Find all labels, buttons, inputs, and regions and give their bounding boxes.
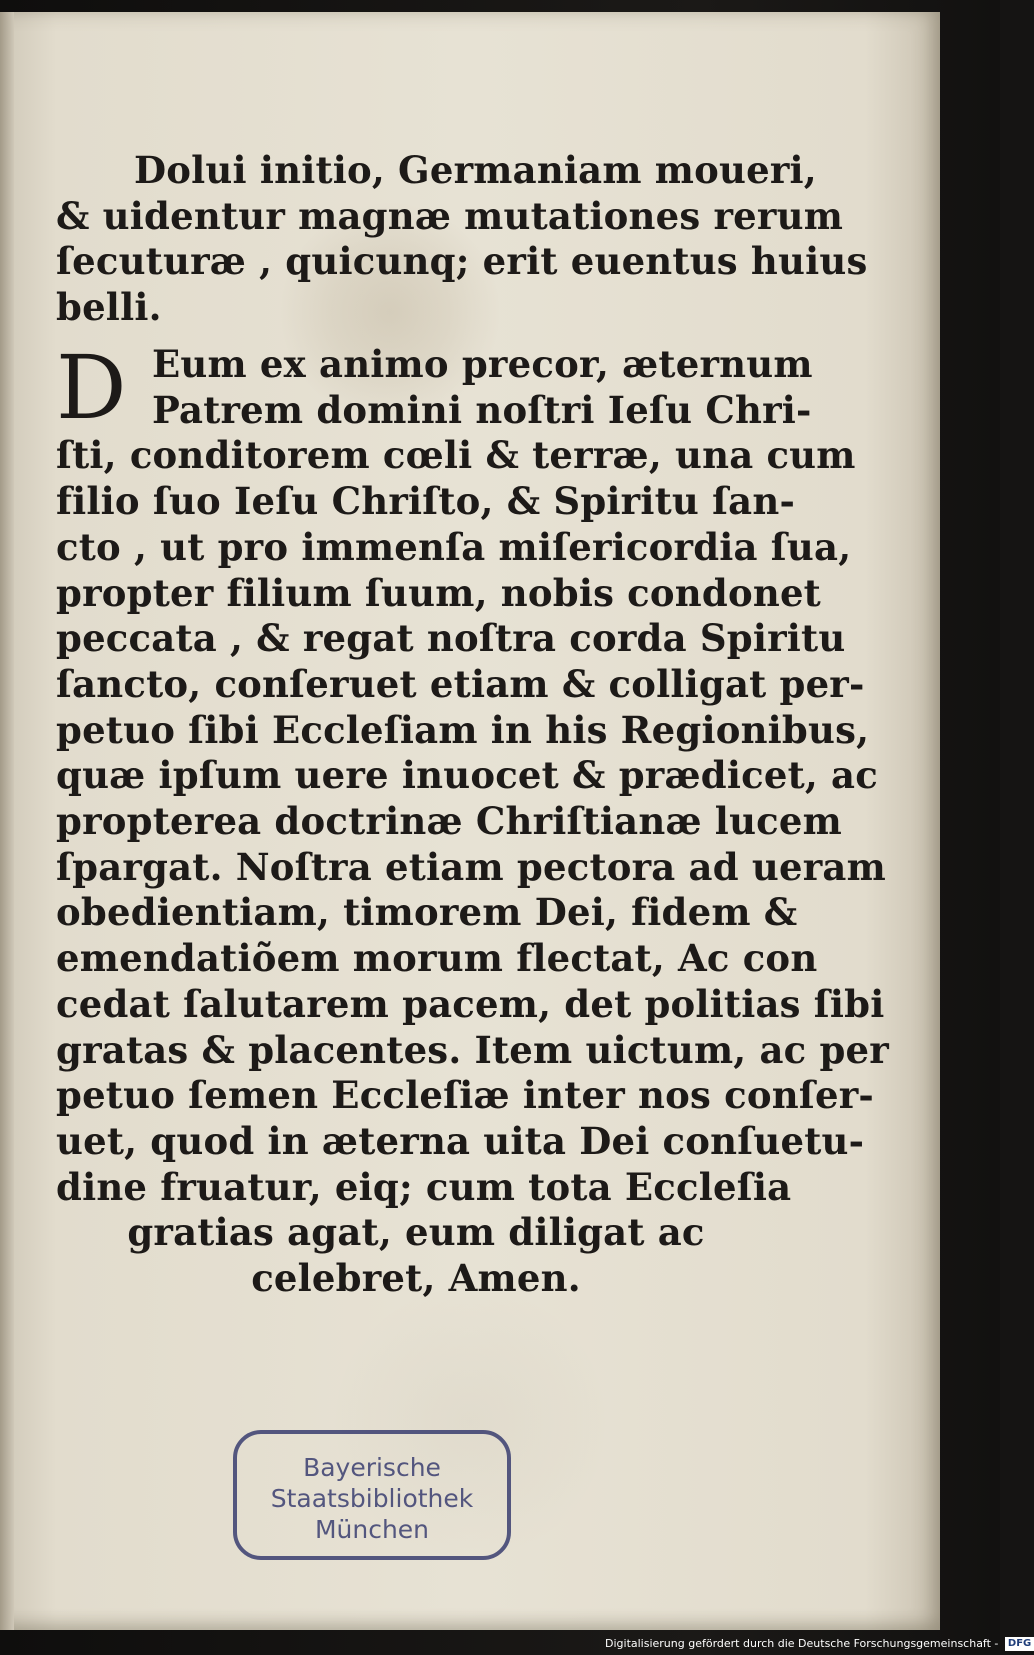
drop-capital: D (56, 336, 127, 439)
text-line: gratas & placentes. Item uictum, ac per (56, 1027, 889, 1072)
text-line: cedat ſalutarem pacem, det politias ſibi (56, 981, 885, 1026)
text-line: obedientiam, timorem Dei, fidem & (56, 890, 798, 935)
prayer-paragraph (56, 336, 889, 1302)
library-stamp (233, 1430, 511, 1560)
text-line: Patrem domini noſtri Ieſu Chri- (152, 387, 812, 432)
text-line: propterea doctrinæ Chriſtianæ lucem (56, 799, 842, 844)
text-line: belli. (56, 285, 162, 330)
page-gutter-edge (0, 12, 14, 1630)
text-line: Dolui initio, Germaniam moueri, (134, 148, 817, 192)
stamp-line: München (314, 1515, 430, 1544)
text-line: propter filium ſuum, nobis condonet (56, 570, 821, 615)
text-line-closing: dine fruatur, eiq; cum tota Eccleſia (56, 1164, 792, 1209)
text-line-closing: gratias agat, eum diligat ac (127, 1210, 705, 1255)
stamp-line: Bayerische (303, 1453, 441, 1482)
text-line: Eum ex animo precor, æternum (152, 342, 813, 386)
text-line: ſti, conditorem cœli & terræ, una cum (56, 433, 856, 478)
text-line: petuo ſibi Eccleſiam in his Regionibus, (56, 707, 870, 752)
text-line: & uidentur magnæ mutationes rerum (56, 193, 844, 238)
text-line: ſpargat. Noſtra etiam pectora ad ueram (56, 844, 886, 889)
text-line: ſancto, conſeruet etiam & colligat per- (56, 661, 865, 706)
text-line: cto , ut pro immenſa miſericordia ſua, (56, 524, 852, 569)
text-line: petuo ſemen Eccleſiæ inter nos conſer- (56, 1073, 874, 1118)
opening-paragraph (56, 148, 868, 331)
text-line: quæ ipſum uere inuocet & prædicet, ac (56, 753, 878, 798)
text-line: emendatiõem morum flectat, Ac con (56, 936, 818, 981)
text-line: filio ſuo Ieſu Chriſto, & Spiritu ſan- (56, 479, 796, 524)
credit-text: Digitalisierung gefördert durch die Deutsche Forschungsgemeinschaft - (605, 1637, 999, 1650)
text-line-closing: celebret, Amen. (251, 1256, 581, 1301)
stamp-line: Staatsbibliothek (270, 1484, 474, 1513)
text-line: uet, quod in æterna uita Dei conſuetu- (56, 1118, 865, 1163)
dfg-logo: DFG (1005, 1637, 1034, 1651)
digitization-credit (605, 1632, 1034, 1655)
book-page (0, 12, 940, 1630)
text-line: ſecuturæ , quicunq; erit euentus huius (56, 239, 868, 284)
text-line: peccata , & regat noſtra corda Spiritu (56, 616, 846, 661)
